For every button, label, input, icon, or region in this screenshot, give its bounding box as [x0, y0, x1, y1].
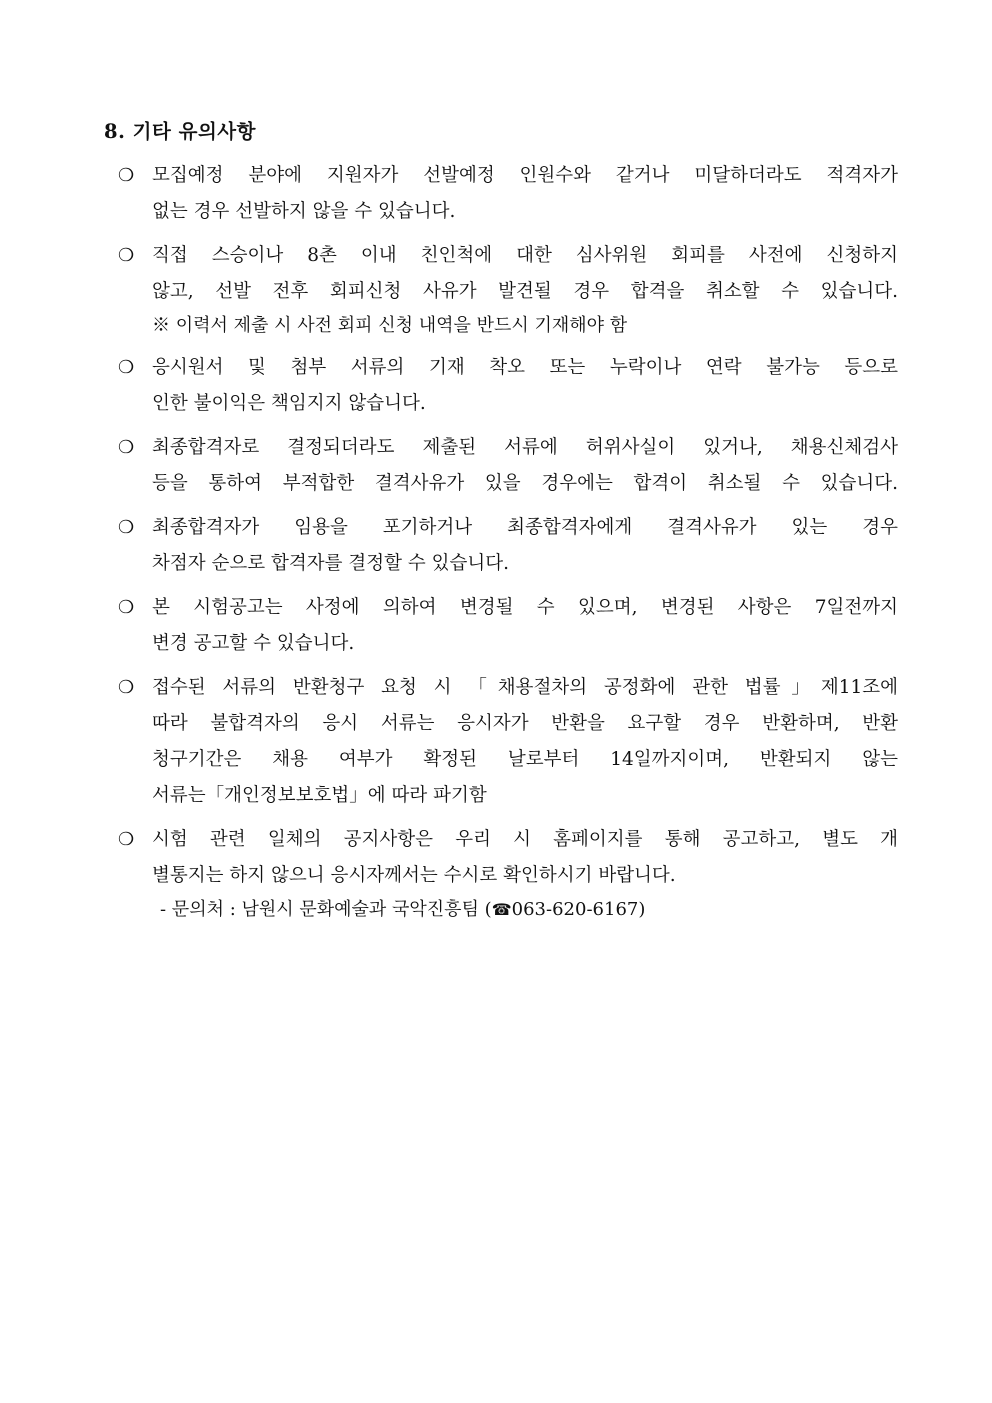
item-text-line: 인한 불이익은 책임지지 않습니다.: [152, 393, 426, 414]
list-item: [118, 670, 898, 814]
contact-line: [152, 894, 898, 926]
item-text-line: 본 시험공고는 사정에 의하여 변경될 수 있으며, 변경된 사항은 7일전까지: [152, 597, 898, 618]
telephone-icon: ☎: [491, 900, 512, 919]
item-text-line: 없는 경우 선발하지 않을 수 있습니다.: [152, 201, 456, 222]
contact-suffix: ): [638, 899, 646, 920]
list-item: [118, 350, 898, 422]
list-item: [118, 238, 898, 342]
contact-phone: 063-620-6167: [511, 899, 639, 920]
list-item: [118, 430, 898, 502]
item-text-line: 따라 불합격자의 응시 서류는 응시자가 반환을 요구할 경우 반환하며, 반환: [152, 713, 898, 734]
circle-bullet-icon: ❍: [118, 677, 135, 698]
item-text-line: 응시원서 및 첨부 서류의 기재 착오 또는 누락이나 연락 불가능 등으로: [152, 357, 898, 378]
item-text-line: 서류는「개인정보보호법」에 따라 파기함: [152, 785, 487, 806]
list-item: [118, 590, 898, 662]
circle-bullet-icon: ❍: [118, 437, 135, 458]
list-item: [118, 822, 898, 926]
list-item: [118, 158, 898, 230]
item-text-line: 최종합격자로 결정되더라도 제출된 서류에 허위사실이 있거나, 채용신체검사: [152, 437, 898, 458]
item-text-line: 시험 관련 일체의 공지사항은 우리 시 홈페이지를 통해 공고하고, 별도 개: [152, 829, 898, 850]
item-text-line: 직접 스승이나 8촌 이내 친인척에 대한 심사위원 회피를 사전에 신청하지: [152, 245, 898, 266]
item-text-line: 차점자 순으로 합격자를 결정할 수 있습니다.: [152, 553, 509, 574]
circle-bullet-icon: ❍: [118, 597, 135, 618]
item-text-line: 않고, 선발 전후 회피신청 사유가 발견될 경우 합격을 취소할 수 있습니다.: [152, 281, 898, 302]
item-text-line: 접수된 서류의 반환청구 요청 시 「채용절차의 공정화에 관한 법률」제11조에: [152, 677, 898, 698]
item-text-line: 모집예정 분야에 지원자가 선발예정 인원수와 같거나 미달하더라도 적격자가: [152, 165, 898, 186]
item-text-line: 최종합격자가 임용을 포기하거나 최종합격자에게 결격사유가 있는 경우: [152, 517, 898, 538]
circle-bullet-icon: ❍: [118, 517, 135, 538]
list-item: [118, 510, 898, 582]
circle-bullet-icon: ❍: [118, 829, 135, 850]
item-text-line: 청구기간은 채용 여부가 확정된 날로부터 14일까지이며, 반환되지 않는: [152, 749, 898, 770]
item-text-line: 별통지는 하지 않으니 응시자께서는 수시로 확인하시기 바랍니다.: [152, 865, 676, 886]
circle-bullet-icon: ❍: [118, 245, 135, 266]
notice-list: [118, 158, 898, 934]
item-text-line: 변경 공고할 수 있습니다.: [152, 633, 355, 654]
item-note: ※ 이력서 제출 시 사전 회피 신청 내역을 반드시 기재해야 함: [152, 315, 628, 336]
item-text-line: 등을 통하여 부적합한 결격사유가 있을 경우에는 합격이 취소될 수 있습니다.: [152, 473, 898, 494]
contact-prefix: - 문의처 : 남원시 문화예술과 국악진흥팀 (: [160, 899, 492, 920]
circle-bullet-icon: ❍: [118, 165, 135, 186]
circle-bullet-icon: ❍: [118, 357, 135, 378]
section-title: 8. 기타 유의사항: [104, 120, 256, 143]
